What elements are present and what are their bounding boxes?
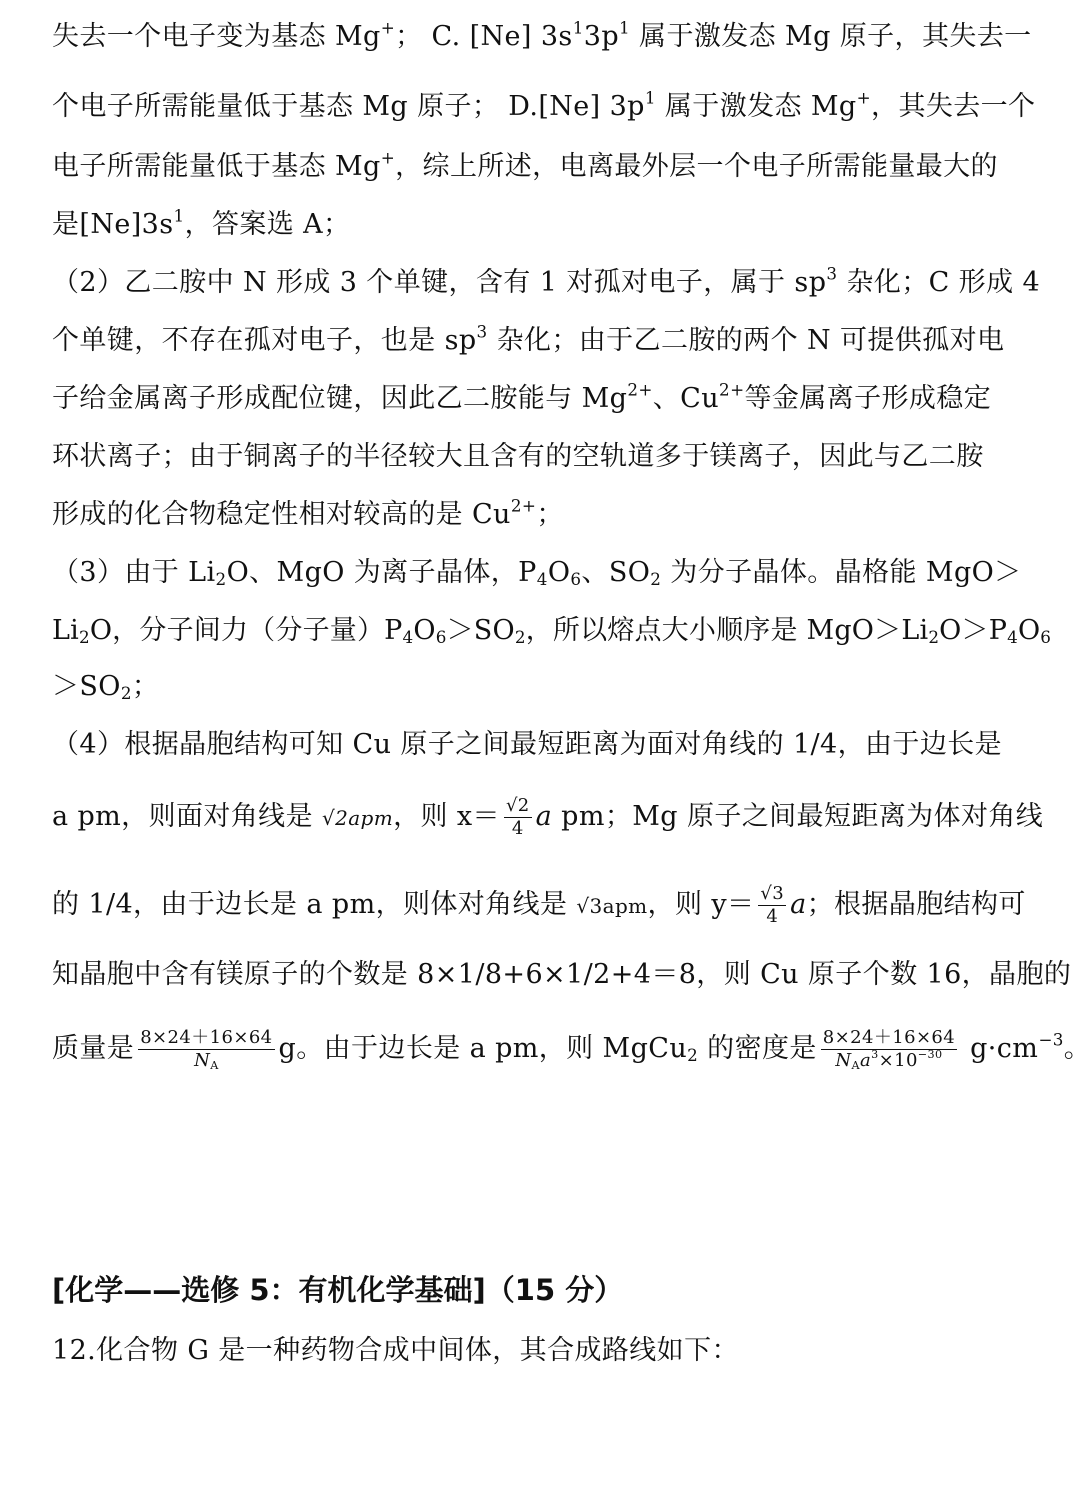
line-7: 子给金属离子形成配位键，因此乙二胺能与 $Mg^{2+}$、$Cu^{2+}$等金属离子形成稳定 xyxy=(52,379,992,414)
line-13: （4）根据晶胞结构可知 Cu 原子之间最短距离为面对角线的 1/4，由于边长是 xyxy=(52,729,1003,760)
line-12: $>SO_2$； xyxy=(52,671,160,704)
sqrt-expression: √2apm xyxy=(321,806,394,830)
line-6: 个单键，不存在孤对电子，也是 $sp^3$ 杂化；由于乙二胺的两个 N 可提供孤对电 xyxy=(52,321,1005,356)
line-11: $Li_2O$，分子间力（分子量）$P_4O_6>SO_2$，所以熔点大小顺序是 $MgO>Li_2O>P_4O_6$ xyxy=(52,615,1052,648)
line-3: 电子所需能量低于基态 Mg+，综上所述，电离最外层一个电子所需能量最大的 xyxy=(52,147,998,182)
line-5: （2）乙二胺中 N 形成 3 个单键，含有 1 对孤对电子，属于 $sp^3$ 杂化；C 形成 4 xyxy=(52,263,1041,298)
line-9: 形成的化合物稳定性相对较高的是 $Cu^{2+}$； xyxy=(52,495,564,530)
mass-fraction: $\frac{8\times 24+16\times 64}{N_A}$ xyxy=(140,1027,273,1072)
line-1: 失去一个电子变为基态 Mg+； C. [Ne] $3s^13p^1$ 属于激发态 Mg 原子，其失去一 xyxy=(52,17,1032,52)
sqrt-expression: √3apm xyxy=(576,894,648,918)
line-14: a pm，则面对角线是 √2apm，则 x＝ $\frac{√2}{4}$ a pm；Mg 原子之间最短距离为体对角线 xyxy=(52,795,1044,839)
section-heading: [化学——选修 5：有机化学基础]（15 分） xyxy=(52,1273,624,1307)
line-17: 质量是 $\frac{8\times 24+16\times 64}{N_A}$ g。由于边长是 a pm，则 MgCu$_2$ 的密度是 $\frac{8\times 24+16\times 64}{N_Aa^3\times 10^{-30}}$ $g\cdot cm^{-3}$。 xyxy=(52,1027,1091,1072)
line-10: （3）由于 $Li_2O$、MgO 为离子晶体，$P_4O_6$、$SO_2$ 为分子晶体。晶格能 MgO＞ xyxy=(52,557,1022,590)
density-fraction: $\frac{8\times 24+16\times 64}{N_Aa^3\times 10^{-30}}$ xyxy=(822,1027,956,1072)
line-8: 环状离子；由于铜离子的半径较大且含有的空轨道多于镁离子，因此与乙二胺 xyxy=(52,441,984,472)
line-4: 是$[Ne]3s^1$，答案选 A； xyxy=(52,205,351,240)
fraction: $\frac{√3}{4}$ xyxy=(760,883,785,927)
question-12: 12.化合物 G 是一种药物合成中间体，其合成路线如下： xyxy=(52,1335,739,1366)
fraction: $\frac{√2}{4}$ xyxy=(505,795,530,839)
line-15: 的 1/4，由于边长是 a pm，则体对角线是 √3apm，则 y＝ $\frac{√3}{4}$ a；根据晶胞结构可 xyxy=(52,883,1026,927)
line-16: 知晶胞中含有镁原子的个数是 8×1/8+6×1/2+4＝8，则 Cu 原子个数 16，晶胞的 xyxy=(52,959,1072,990)
line-2: 个电子所需能量低于基态 Mg 原子； D.[Ne] $3p^1$ 属于激发态 Mg+，其失去一个 xyxy=(52,87,1036,122)
